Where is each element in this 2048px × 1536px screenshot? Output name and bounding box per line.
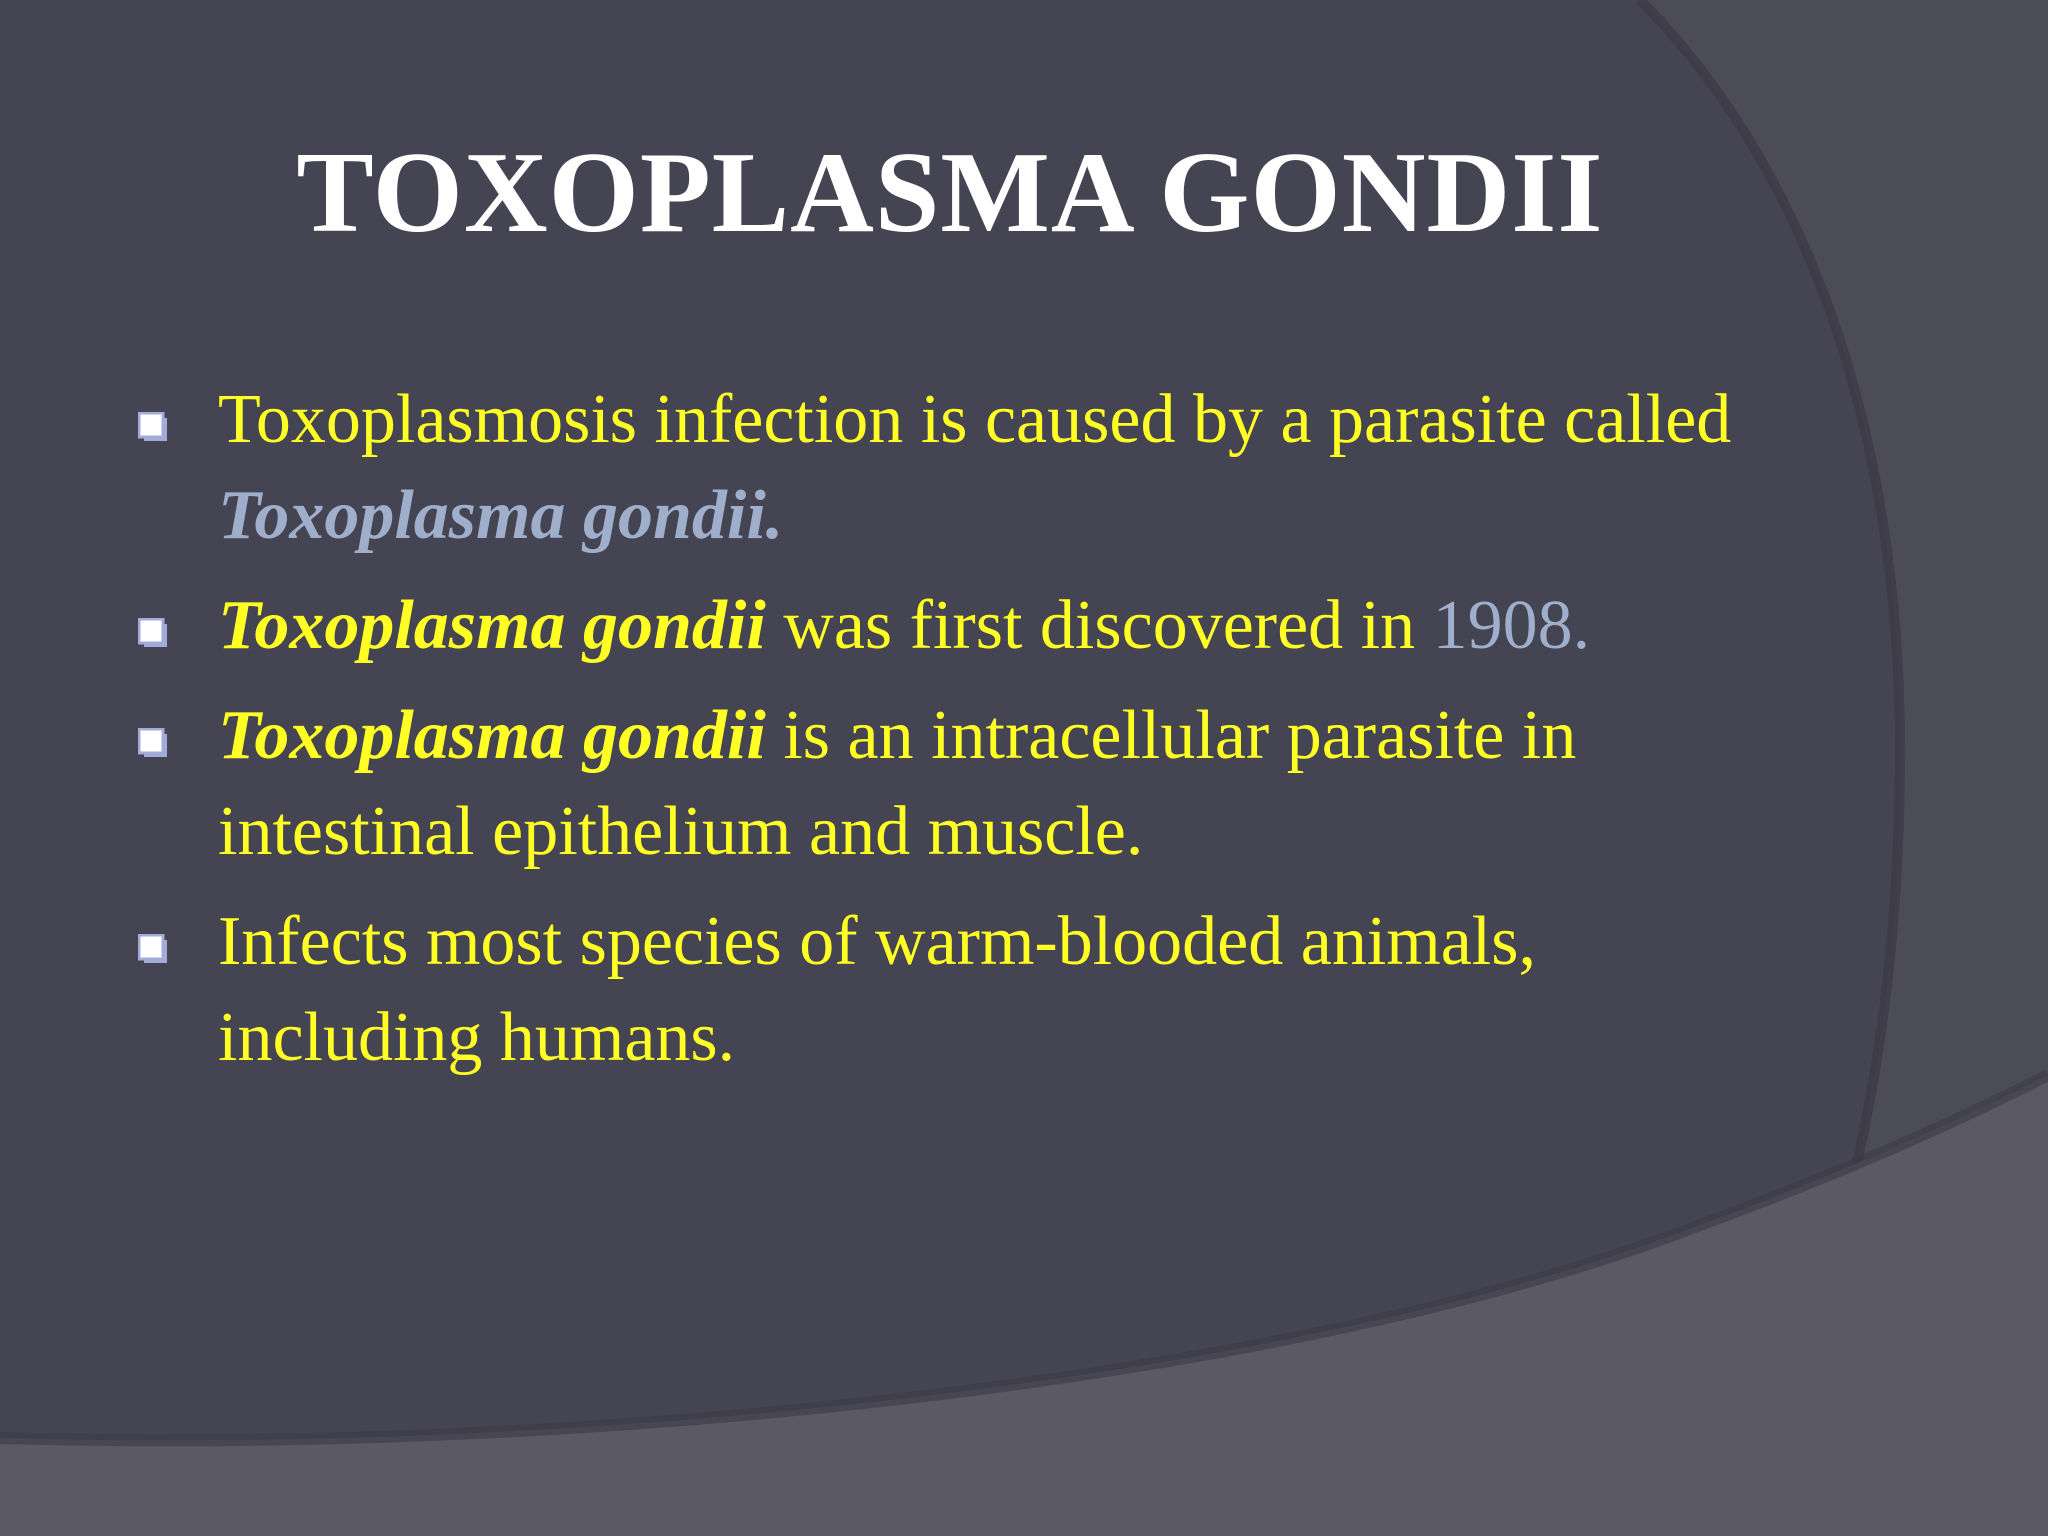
bullet-list [130, 372, 1780, 1100]
square-bullet-icon [138, 618, 168, 648]
slide-title: TOXOPLASMA GONDII [296, 129, 1604, 257]
square-bullet-icon [138, 412, 168, 442]
bullet-1-species-name: Toxoplasma gondii. [218, 477, 784, 554]
bullet-item-2 [130, 578, 1780, 674]
bullet-2-species-name: Toxoplasma gondii [218, 587, 766, 664]
bullet-2-year: 1908 [1432, 587, 1573, 664]
bullet-3-text: is an intracellular parasite in intestinal epithelium and muscle. [218, 697, 1577, 870]
bullet-3-species-name: Toxoplasma gondii [218, 697, 766, 774]
bullet-4-text: Infects most species of warm-blooded animals, including humans. [218, 903, 1536, 1076]
bullet-item-4 [130, 894, 1780, 1086]
bullet-1-text: Toxoplasmosis infection is caused by a parasite called [218, 381, 1732, 458]
bullet-item-1 [130, 372, 1780, 564]
bullet-2-period: . [1572, 587, 1591, 664]
bullet-item-3 [130, 688, 1780, 880]
square-bullet-icon [138, 728, 168, 758]
square-bullet-icon [138, 934, 168, 964]
bottom-wave [0, 1075, 2048, 1536]
bullet-2-text: was first discovered in [765, 587, 1433, 664]
